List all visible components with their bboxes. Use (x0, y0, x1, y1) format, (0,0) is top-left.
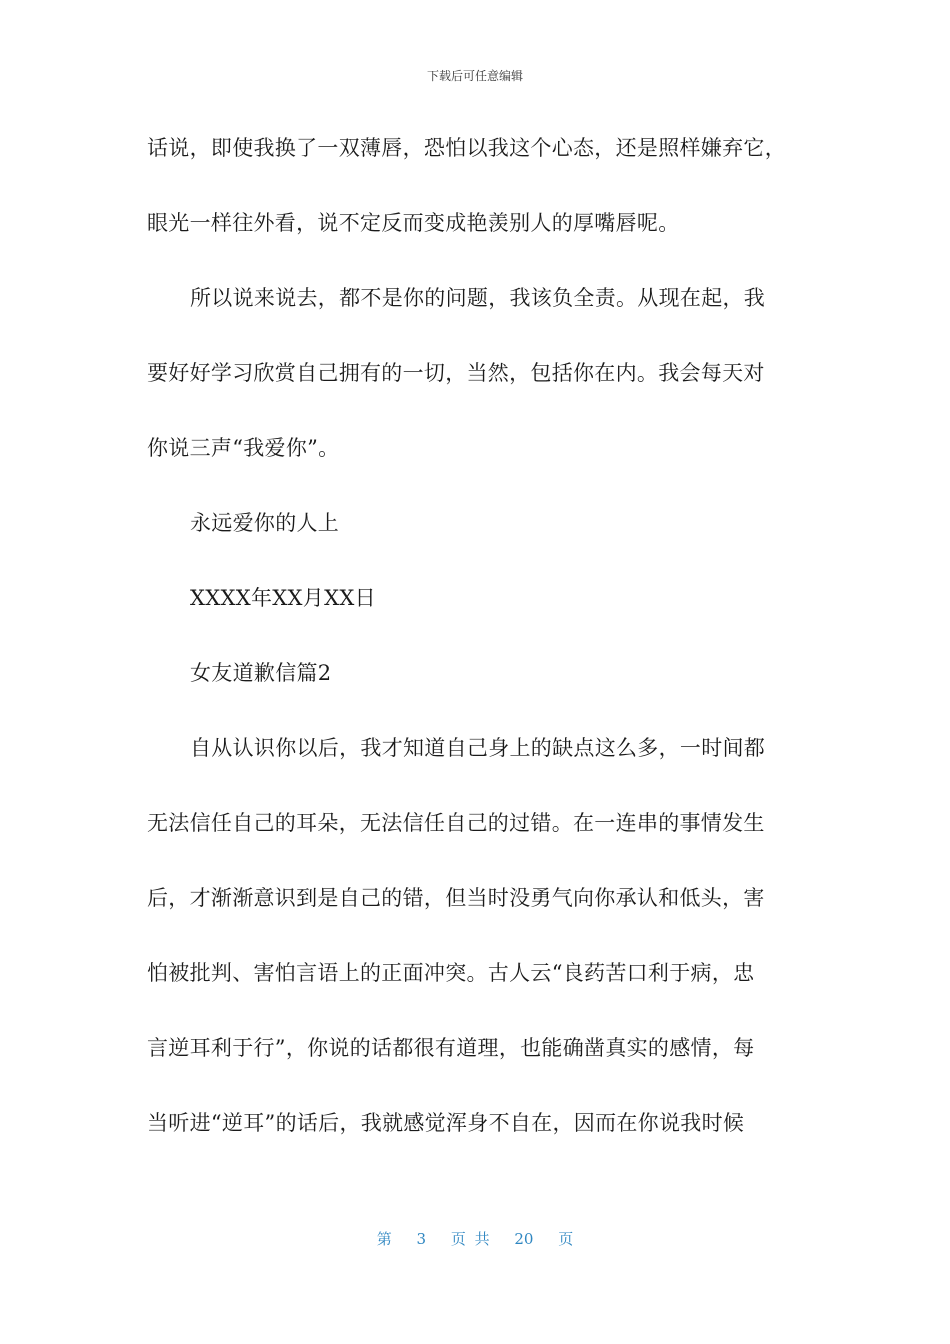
date-line: XXXX年XX月XX日 (190, 586, 376, 610)
text-line: 当听进“逆耳”的话后，我就感觉浑身不自在，因而在你说我时候 (147, 1111, 745, 1135)
paragraph-start: 所以说来说去，都不是你的问题，我该负全责。从现在起，我 (190, 286, 766, 310)
text-line: 要好好学习欣赏自己拥有的一切，当然，包括你在内。我会每天对 (147, 361, 765, 385)
header-note: 下载后可任意编辑 (426, 69, 523, 83)
text-line: 眼光一样往外看，说不定反而变成艳羡别人的厚嘴唇呢。 (147, 211, 680, 235)
text-line: 后，才渐渐意识到是自己的错，但当时没勇气向你承认和低头，害 (147, 886, 765, 910)
footer-suffix: 页 (558, 1230, 574, 1248)
footer-prefix: 第 (376, 1230, 392, 1248)
text-line: 怕被批判、害怕言语上的正面冲突。古人云“良药苦口利于病，忠 (147, 961, 755, 985)
current-page-number: 3 (416, 1230, 427, 1248)
paragraph-start: 自从认识你以后，我才知道自己身上的缺点这么多，一时间都 (190, 736, 766, 760)
text-line: 无法信任自己的耳朵，无法信任自己的过错。在一连串的事情发生 (147, 811, 765, 835)
text-line: 你说三声“我爱你”。 (147, 436, 340, 460)
text-line: 话说，即使我换了一双薄唇，恐怕以我这个心态，还是照样嫌弃它， (147, 136, 786, 160)
total-pages-number: 20 (514, 1230, 534, 1248)
page-footer (0, 1228, 950, 1249)
text-line: 言逆耳利于行”，你说的话都很有道理，也能确凿真实的感情，每 (147, 1036, 755, 1060)
document-body (147, 130, 807, 1180)
footer-middle: 页 共 (450, 1230, 490, 1248)
signature-line: 永远爱你的人上 (190, 511, 340, 535)
section-heading: 女友道歉信篇2 (190, 661, 332, 685)
